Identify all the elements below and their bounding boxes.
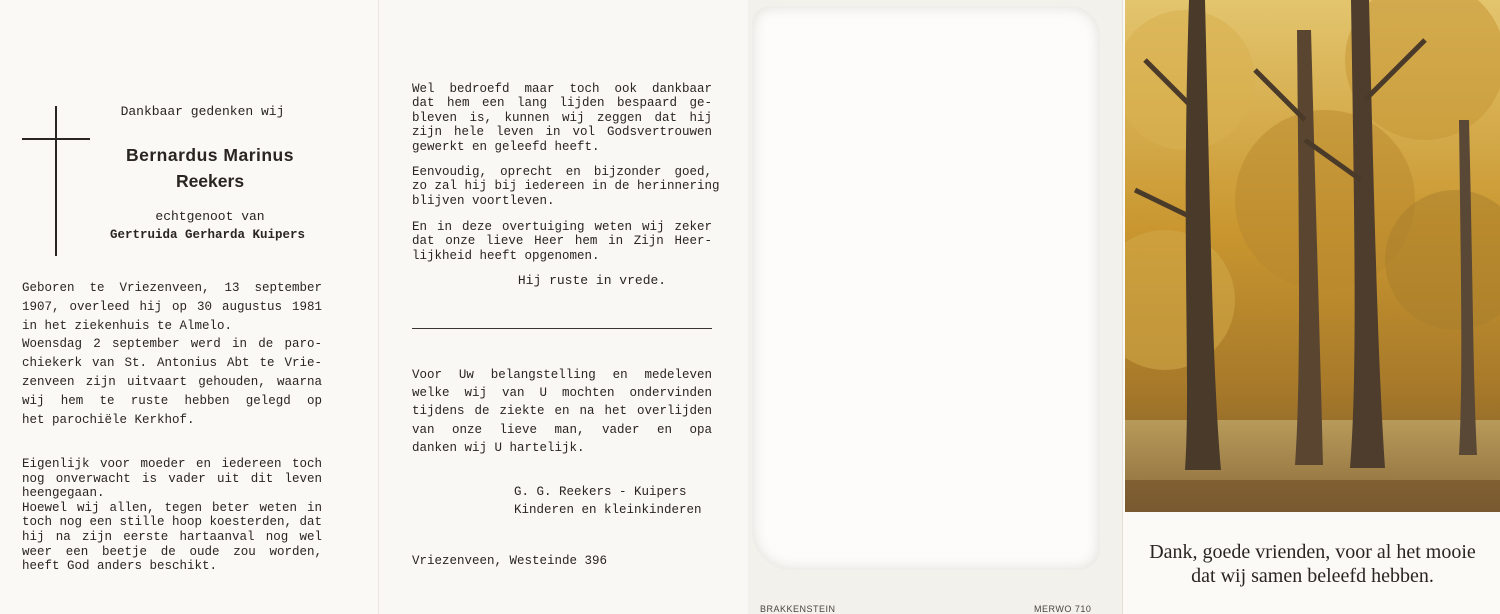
bio-line: 1907, overleed hij op 30 augustus 1981 xyxy=(22,299,322,314)
text-line: nog onverwacht is vader uit dit leven xyxy=(22,471,322,486)
closing-line-1: Dank, goede vrienden, voor al het mooie xyxy=(1149,541,1476,563)
left-panel xyxy=(0,0,378,614)
closing-verse xyxy=(1125,540,1500,588)
thanks-paragraph xyxy=(412,366,712,457)
bio-line: het parochiële Kerkhof. xyxy=(22,412,195,427)
bio-line: chiekerk van St. Antonius Abt te Vrie- xyxy=(22,356,322,371)
text-line: hij na zijn eerste hartaanval nog wel xyxy=(22,529,322,544)
text-line: En in deze overtuiging weten wij zeker xyxy=(412,220,712,234)
text-line: zo zal hij bij iedereen in de herinnering xyxy=(412,179,720,194)
forest-photo xyxy=(1125,0,1500,512)
text-line: Voor Uw belangstelling en medeleven xyxy=(412,368,712,382)
text-line: Wel bedroefd maar toch ook dankbaar xyxy=(412,82,712,96)
deceased-name-line2: Reekers xyxy=(175,171,245,191)
text-line: van onze lieve man, vader en opa xyxy=(412,422,712,437)
text-line: bleven is, kunnen wij zeggen dat hij xyxy=(412,110,712,125)
paper-overlay xyxy=(752,6,1100,570)
signature-line-2: Kinderen en kleinkinderen xyxy=(514,503,702,517)
text-line: dat hem een lang lijden bespaard ge- xyxy=(412,96,712,111)
text-line: Hoewel wij allen, tegen beter weten in xyxy=(22,500,322,515)
bio-line: zenveen zijn uitvaart gehouden, waarna xyxy=(22,374,322,389)
cross-icon-bar xyxy=(22,138,90,140)
text-line: danken wij U hartelijk. xyxy=(412,440,585,455)
text-line: lijkheid heeft opgenomen. xyxy=(412,248,600,263)
text-line: tijdens de ziekte en na het overlijden xyxy=(412,404,712,419)
publisher-label: BRAKKENSTEIN xyxy=(760,604,836,614)
text-line: blijven voortleven. xyxy=(412,193,555,208)
text-line: heeft God anders beschikt. xyxy=(22,559,218,574)
product-code: MERWO 710 xyxy=(1034,604,1092,614)
text-line: toch nog een stille hoop koesterden, dat xyxy=(22,515,323,530)
bio-line: in het ziekenhuis te Almelo. xyxy=(22,318,233,333)
reflection-text xyxy=(22,457,322,574)
closing-line-2: dat wij samen beleefd hebben. xyxy=(1191,565,1434,587)
text-line: Eenvoudig, oprecht en bijzonder goed, xyxy=(412,165,712,179)
bio-line: Geboren te Vriezenveen, 13 september xyxy=(22,281,322,295)
paragraph-3 xyxy=(412,220,712,263)
biography-text xyxy=(22,279,322,429)
rest-in-peace: Hij ruste in vrede. xyxy=(517,273,667,288)
text-line: dat onze lieve Heer hem in Zijn Heer- xyxy=(412,234,712,249)
intro-text: Dankbaar gedenken wij xyxy=(120,104,285,119)
text-line: zijn hele leven in vol Godsvertrouwen xyxy=(412,125,712,140)
paragraph-1 xyxy=(412,82,712,154)
text-line: gewerkt en geleefd heeft. xyxy=(412,139,600,154)
divider-line xyxy=(412,328,712,329)
signature-line-1: G. G. Reekers - Kuipers xyxy=(514,485,687,499)
bio-line: Woensdag 2 september werd in de paro- xyxy=(22,337,322,352)
deceased-name-line1: Bernardus Marinus xyxy=(126,145,294,165)
bio-line: wij hem te ruste hebben gelegd op xyxy=(22,393,322,408)
text-line: heengegaan. xyxy=(22,486,105,501)
address: Vriezenveen, Westeinde 396 xyxy=(412,554,608,568)
cross-icon xyxy=(55,106,57,256)
spouse-label: echtgenoot van xyxy=(155,209,265,224)
text-line: Eigenlijk voor moeder en iedereen toch xyxy=(22,457,322,471)
text-line: welke wij van U mochten ondervinden xyxy=(412,386,712,401)
paragraph-2 xyxy=(412,165,720,208)
text-line: weer een beetje de oude zou worden, xyxy=(22,544,322,559)
spouse-name: Gertruida Gerharda Kuipers xyxy=(109,228,306,242)
